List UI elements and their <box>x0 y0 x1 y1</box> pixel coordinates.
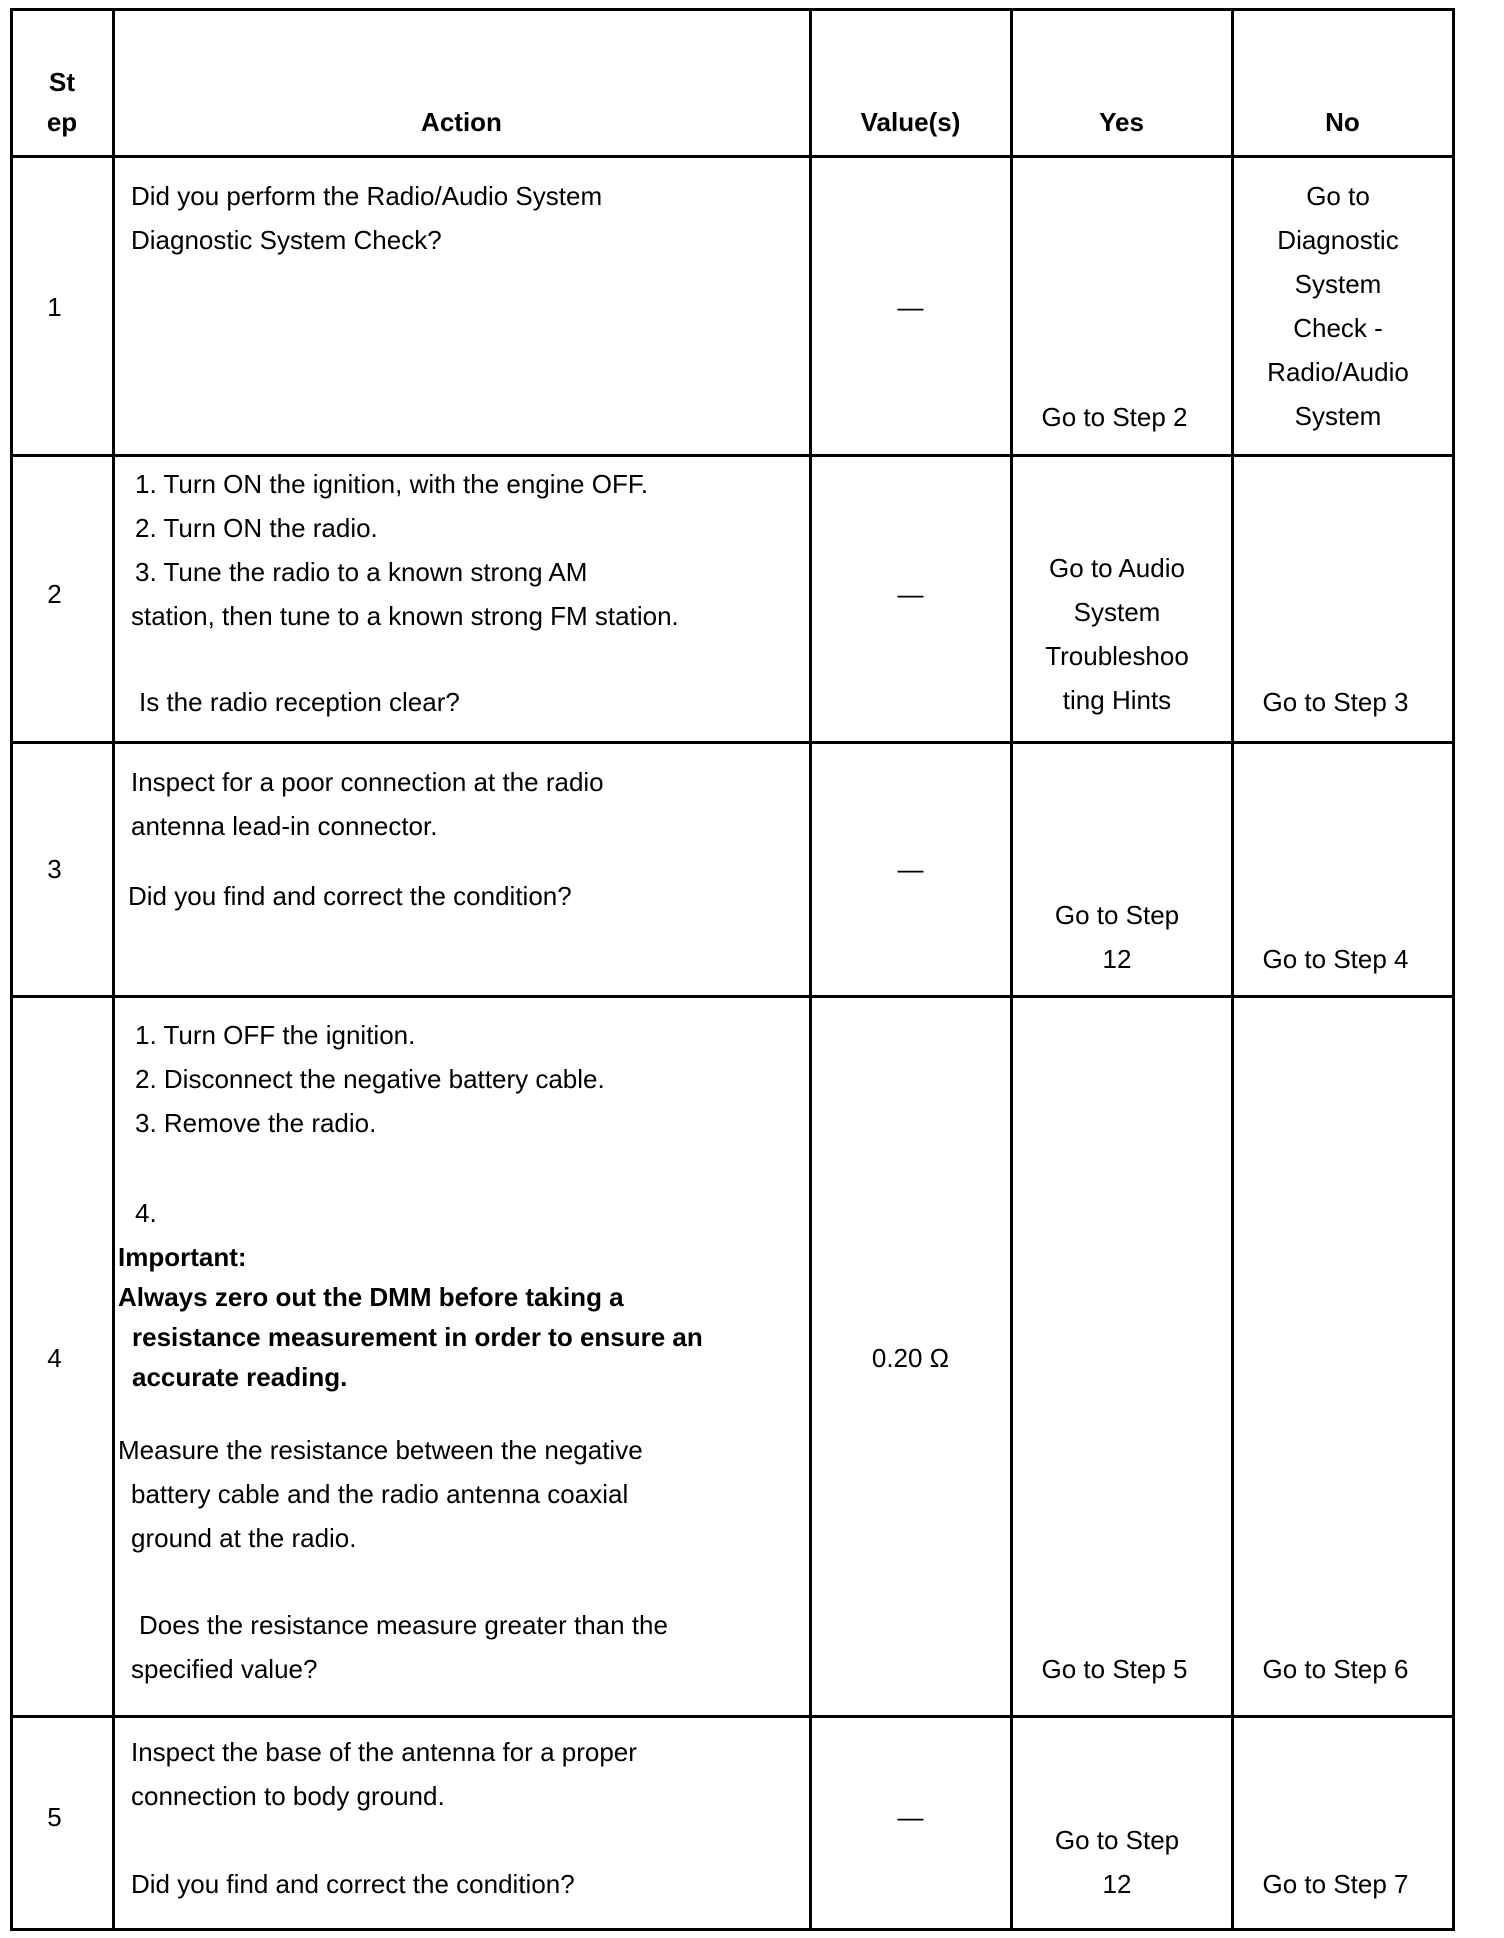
row5-no <box>1233 1862 1438 1906</box>
row3-yes-line: Go to Step <box>1054 900 1180 930</box>
row1-action-line: Did you perform the Radio/Audio System <box>131 181 603 211</box>
row1-action-line: Diagnostic System Check? <box>131 225 442 255</box>
row4-yes-line: Go to Step 5 <box>1041 1654 1188 1684</box>
row5-action-line: Inspect the base of the antenna for a proper <box>131 1737 637 1767</box>
row2-action-line: station, then tune to a known strong FM station. <box>131 601 679 631</box>
row2-step: 2 <box>47 579 62 609</box>
header-values: Value(s) <box>860 107 961 137</box>
row2-yes-line: Troubleshoo <box>1045 641 1189 671</box>
measure-text-line: battery cable and the radio antenna coaxial <box>131 1479 629 1509</box>
row3-yes <box>1012 893 1222 981</box>
row3-action-line: antenna lead-in connector. <box>131 811 438 841</box>
row2-action <box>131 462 679 724</box>
row1-no <box>1233 174 1443 438</box>
question-line: Does the resistance measure greater than the <box>139 1610 668 1640</box>
important-label: Important: <box>118 1242 247 1272</box>
row3-action <box>128 760 604 918</box>
header-yes: Yes <box>1099 107 1144 137</box>
row4-question <box>131 1603 668 1691</box>
row1-no-line: System <box>1294 269 1382 299</box>
row1-no-line: System <box>1294 401 1382 431</box>
header-step <box>12 62 112 142</box>
grid-line <box>10 995 1455 998</box>
important-text-line: accurate reading. <box>132 1362 348 1392</box>
row5-no-line: Go to Step 7 <box>1262 1869 1409 1899</box>
row3-no <box>1233 937 1438 981</box>
row5-value: — <box>897 1802 924 1832</box>
grid-line <box>1452 8 1455 1931</box>
row5-yes <box>1012 1818 1222 1906</box>
measure-text-line: ground at the radio. <box>131 1523 357 1553</box>
row5-step: 5 <box>47 1802 62 1832</box>
grid-line <box>10 1928 1455 1931</box>
grid-line <box>10 8 1455 11</box>
row2-action-line: 3. Tune the radio to a known strong AM <box>135 557 588 587</box>
row2-yes-line: Go to Audio <box>1049 553 1185 583</box>
row4-yes <box>1012 1647 1217 1691</box>
row2-no-line: Go to Step 3 <box>1262 687 1409 717</box>
grid-line <box>10 155 1455 158</box>
row5-action-line: connection to body ground. <box>131 1781 445 1811</box>
measure-text-line: Measure the resistance between the negative <box>118 1435 643 1465</box>
row5-action <box>131 1730 637 1906</box>
row2-yes-line: System <box>1073 597 1161 627</box>
row1-action <box>131 174 602 262</box>
row1-yes <box>1012 395 1217 439</box>
row1-yes-line: Go to Step 2 <box>1041 402 1188 432</box>
row4-action-line: 4. <box>135 1198 157 1228</box>
row3-value: — <box>897 854 924 884</box>
question-line: specified value? <box>131 1654 318 1684</box>
row2-action-line: 2. Turn ON the radio. <box>135 513 378 543</box>
row5-yes-line: Go to Step <box>1054 1825 1180 1855</box>
row1-value: — <box>897 292 924 322</box>
row2-yes <box>1012 546 1222 722</box>
row4-step: 4 <box>47 1343 62 1373</box>
grid-line <box>112 8 115 1931</box>
row4-action <box>131 1013 605 1235</box>
row2-value: — <box>897 579 924 609</box>
row3-step: 3 <box>47 854 62 884</box>
row2-action-line: 1. Turn ON the ignition, with the engine OFF. <box>135 469 649 499</box>
row4-action-line: 2. Disconnect the negative battery cable. <box>135 1064 605 1094</box>
row3-no-line: Go to Step 4 <box>1262 944 1409 974</box>
row5-action-line: Did you find and correct the condition? <box>131 1869 575 1899</box>
header-action: Action <box>421 107 502 137</box>
header-no: No <box>1325 107 1360 137</box>
row3-yes-line: 12 <box>1102 944 1132 974</box>
grid-line <box>10 741 1455 744</box>
row2-yes-line: ting Hints <box>1062 685 1172 715</box>
row4-important <box>118 1237 703 1397</box>
row1-no-line: Go to <box>1306 181 1370 211</box>
row1-no-line: Diagnostic <box>1277 225 1399 255</box>
important-text-line: Always zero out the DMM before taking a <box>118 1282 624 1312</box>
row4-no-line: Go to Step 6 <box>1262 1654 1409 1684</box>
row1-step: 1 <box>47 292 62 322</box>
row4-no <box>1233 1647 1438 1691</box>
grid-line <box>10 1715 1455 1718</box>
row4-action-line: 1. Turn OFF the ignition. <box>135 1020 416 1050</box>
row5-yes-line: 12 <box>1102 1869 1132 1899</box>
row4-action-line: 3. Remove the radio. <box>135 1108 377 1138</box>
header-step-line1: St <box>49 67 75 97</box>
row1-no-line: Check - <box>1293 313 1383 343</box>
row3-action-line: Did you find and correct the condition? <box>128 881 572 911</box>
header-step-line2: ep <box>46 107 78 137</box>
grid-line <box>10 454 1455 457</box>
row4-value: 0.20 Ω <box>871 1343 950 1373</box>
row4-measure <box>118 1428 643 1560</box>
row2-no <box>1233 680 1438 724</box>
row3-action-line: Inspect for a poor connection at the radio <box>131 767 604 797</box>
row2-action-line: Is the radio reception clear? <box>139 687 460 717</box>
row1-no-line: Radio/Audio <box>1267 357 1409 387</box>
important-text-line: resistance measurement in order to ensure an <box>132 1322 703 1352</box>
